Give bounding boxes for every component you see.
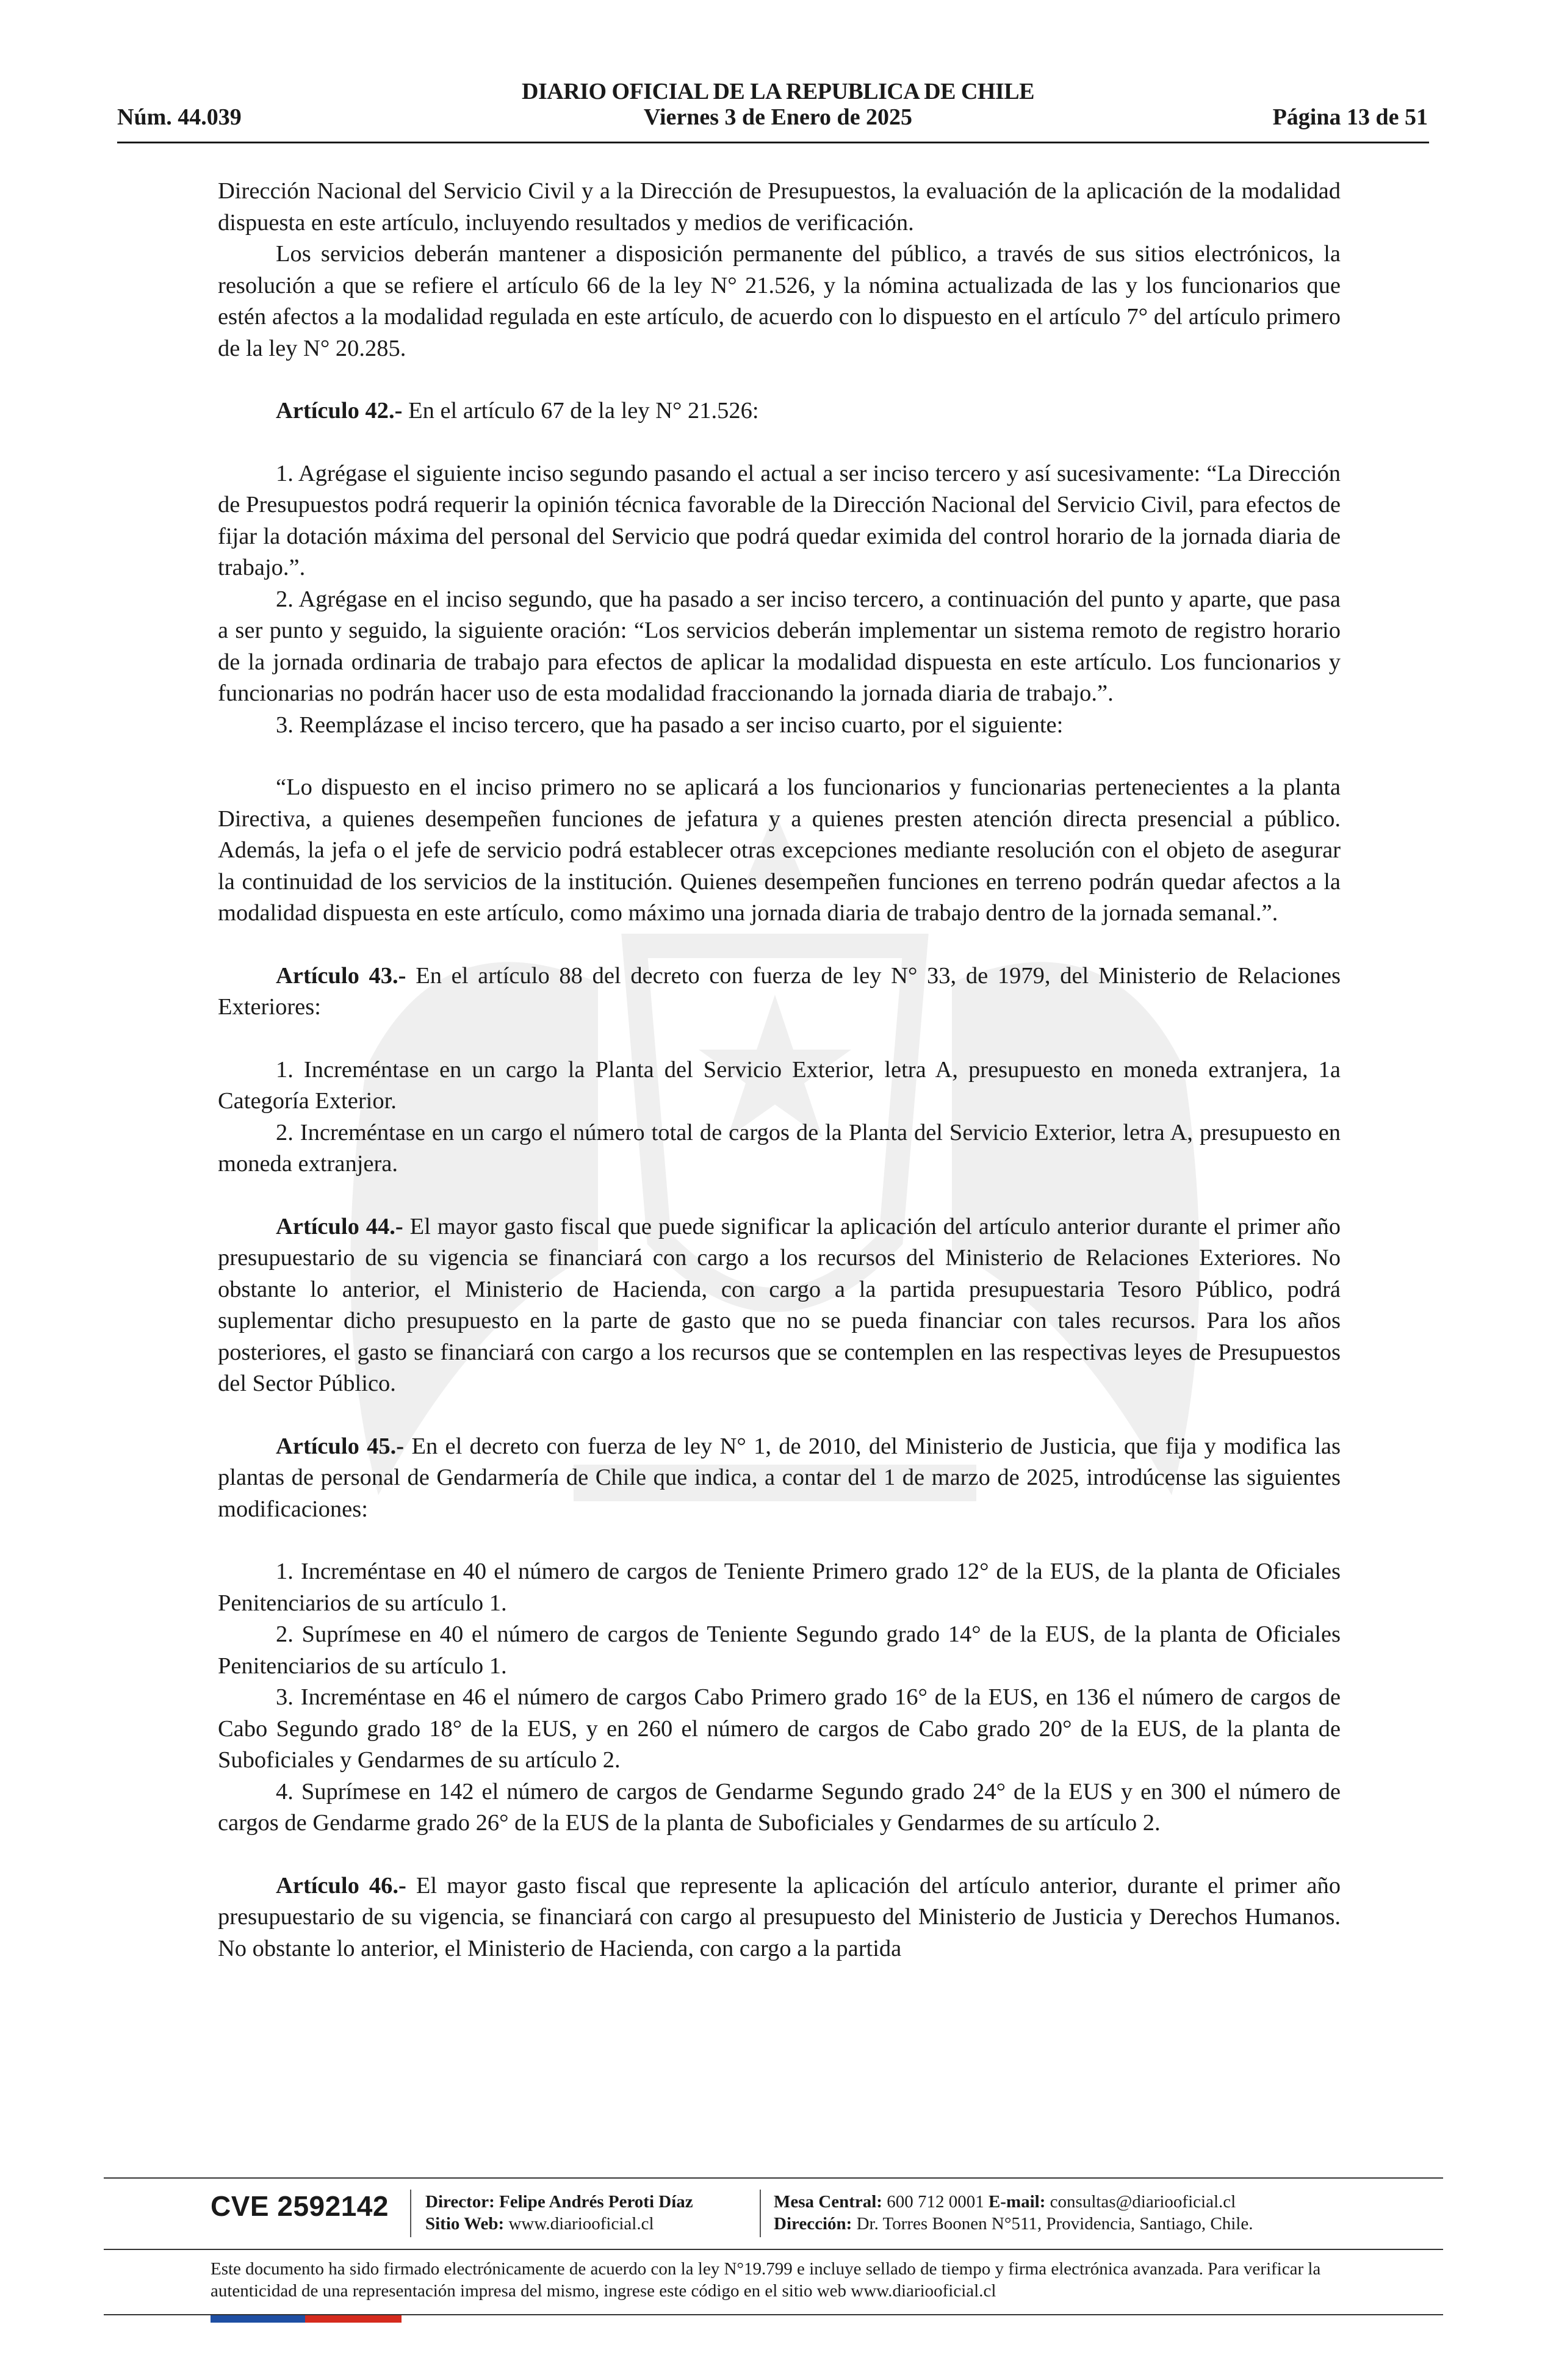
- document-body: [218, 176, 1341, 1964]
- header-divider: [117, 142, 1429, 143]
- issue-number: Núm. 44.039: [117, 104, 242, 130]
- quoted-paragraph: “Lo dispuesto en el inciso primero no se aplicará a los funcionarios y funcionarias pertenecientes a la planta Directiva, a quienes desempeñen funciones de jefatura y a quienes presten atención directa presencial a público. Además, la jefa o el jefe de servicio podrá establecer otras excepciones mediante resolución con el objeto de asegurar la continuidad de los servicios de la institución. Quienes desempeñen funciones en terreno podrán quedar afectos a la modalidad dispuesta en este artículo, como máximo una jornada diaria de trabajo dentro de la jornada semanal.”.: [218, 774, 1341, 926]
- list-item: 2. Suprímese en 40 el número de cargos de Teniente Segundo grado 14° de la EUS, de la planta de Oficiales Penitenciarios de su artículo 1.: [218, 1621, 1341, 1679]
- list-item: 3. Increméntase en 46 el número de cargos Cabo Primero grado 16° de la EUS, en 136 el número de cargos de Cabo Segundo grado 18° de la EUS, y en 260 el número de cargos de Cabo grado 20° de la EUS, de la planta de Suboficiales y Gendarmes de su artículo 2.: [218, 1684, 1341, 1773]
- list-item: 1. Agrégase el siguiente inciso segundo pasando el actual a ser inciso tercero y así sucesivamente: “La Dirección de Presupuestos podrá requerir la opinión técnica favorable de la Dirección Nacional del Servicio Civil, para efectos de fijar la dotación máxima del personal del Servicio que podrá quedar eximida del control horario de la jornada diaria de trabajo.”.: [218, 460, 1341, 580]
- list-item: 3. Reemplázase el inciso tercero, que ha pasado a ser inciso cuarto, por el siguiente:: [276, 712, 1064, 738]
- article-text: El mayor gasto fiscal que puede significar la aplicación del artículo anterior durante el primer año presupuestario de su vigencia se financiará con cargo a los recursos del Ministerio de Relaciones Exteriores. No obstante lo anterior, el Ministerio de Hacienda, con cargo a la partida presupuestaria Tesoro Público, podrá suplementar dicho presupuesto en la parte de gasto que no se pueda financiar con tales recursos. Para los años posteriores, el gasto se financiará con cargo a los recursos que se contemplen en las respectivas leyes de Presupuestos del Sector Público.: [218, 1213, 1341, 1396]
- list-item: 2. Increméntase en un cargo el número total de cargos de la Planta del Servicio Exterior, letra A, presupuesto en moneda extranjera.: [218, 1119, 1341, 1177]
- signature-note: Este documento ha sido firmado electrónicamente de acuerdo con la ley N°19.799 e incluye sellado de tiempo y firma electrónica avanzada. Para verificar la autenticidad de una representación impresa del mismo, ingrese este código en el sitio web www.diariooficial.cl: [211, 2259, 1321, 2301]
- director-name: Felipe Andrés Peroti Díaz: [499, 2192, 693, 2212]
- phone-number: 600 712 0001: [887, 2192, 984, 2212]
- article-text: En el decreto con fuerza de ley N° 1, de 2010, del Ministerio de Justicia, que fija y modifica las plantas de personal de Gendarmería de Chile que indica, a contar del 1 de marzo de 2025, introdúcense las siguientes modificaciones:: [218, 1433, 1341, 1522]
- list-item: 2. Agrégase en el inciso segundo, que ha pasado a ser inciso tercero, a continuación del punto y aparte, que pasa a ser punto y seguido, la siguiente oración: “Los servicios deberán implementar un sistema remoto de registro horario de la jornada ordinaria de trabajo para efectos de aplicar la modalidad dispuesta en este artículo. Los funcionarios y funcionarias no podrán hacer uso de esta modalidad fraccionando la jornada diaria de trabajo.”.: [218, 586, 1341, 706]
- address-value: Dr. Torres Boonen N°511, Providencia, Santiago, Chile.: [856, 2214, 1253, 2234]
- newspaper-title: DIARIO OFICIAL DE LA REPUBLICA DE CHILE: [522, 79, 1034, 104]
- email-label: E-mail:: [988, 2192, 1046, 2212]
- footer-separator: [410, 2190, 411, 2237]
- website-link[interactable]: www.diariooficial.cl: [508, 2214, 654, 2234]
- list-item: 1. Increméntase en 40 el número de cargos de Teniente Primero grado 12° de la EUS, de la planta de Oficiales Penitenciarios de su artículo 1.: [218, 1559, 1341, 1616]
- footer-divider: [104, 2249, 1443, 2250]
- director-label: Director:: [425, 2192, 495, 2212]
- phone-label: Mesa Central:: [774, 2192, 882, 2212]
- address-label: Dirección:: [774, 2214, 852, 2234]
- paragraph: Los servicios deberán mantener a disposición permanente del público, a través de sus sitios electrónicos, la resolución a que se refiere el artículo 66 de la ley N° 21.526, y la nómina actualizada de las y los funcionarios que estén afectos a la modalidad regulada en este artículo, de acuerdo con lo dispuesto en el artículo 7° del artículo primero de la ley N° 20.285.: [218, 241, 1341, 361]
- article-heading: Artículo 42.-: [276, 398, 403, 424]
- article-heading: Artículo 43.-: [276, 962, 406, 989]
- article-text: En el artículo 67 de la ley N° 21.526:: [402, 398, 759, 424]
- issue-date: Viernes 3 de Enero de 2025: [643, 104, 913, 130]
- list-item: 4. Suprímese en 142 el número de cargos de Gendarme Segundo grado 24° de la EUS y en 300 el número de cargos de Gendarme grado 26° de la EUS de la planta de Suboficiales y Gendarmes de su artículo 2.: [218, 1778, 1341, 1836]
- footer-contact-block: [774, 2191, 1253, 2235]
- cve-code: CVE 2592142: [211, 2190, 389, 2222]
- footer-director-block: [425, 2191, 693, 2235]
- article-text: En el artículo 88 del decreto con fuerza de ley N° 33, de 1979, del Ministerio de Relaciones Exteriores:: [218, 962, 1341, 1020]
- email-link[interactable]: consultas@diariooficial.cl: [1050, 2192, 1236, 2212]
- list-item: 1. Increméntase en un cargo la Planta del Servicio Exterior, letra A, presupuesto en moneda extranjera, 1a Categoría Exterior.: [218, 1056, 1341, 1114]
- article-42: [218, 395, 1341, 427]
- article-heading: Artículo 46.-: [276, 1872, 406, 1899]
- article-heading: Artículo 44.-: [276, 1213, 403, 1239]
- website-label: Sitio Web:: [425, 2214, 505, 2234]
- paragraph: Dirección Nacional del Servicio Civil y a la Dirección de Presupuestos, la evaluación de la aplicación de la modalidad dispuesta en este artículo, incluyendo resultados y medios de verificación.: [218, 178, 1341, 236]
- article-44: [218, 1211, 1341, 1400]
- article-text: El mayor gasto fiscal que represente la aplicación del artículo anterior, durante el primer año presupuestario de su vigencia, se financiará con cargo al presupuesto del Ministerio de Justicia y Derechos Humanos. No obstante lo anterior, el Ministerio de Hacienda, con cargo a la partida: [218, 1872, 1341, 1961]
- footer-divider: [104, 2177, 1443, 2179]
- page-number: Página 13 de 51: [1272, 104, 1428, 130]
- flag-stripe-blue: [211, 2315, 305, 2323]
- footer-separator: [760, 2190, 761, 2237]
- article-45: [218, 1431, 1341, 1526]
- article-46: [218, 1870, 1341, 1965]
- article-43: [218, 961, 1341, 1023]
- flag-stripe-red: [305, 2315, 402, 2323]
- article-heading: Artículo 45.-: [276, 1433, 405, 1459]
